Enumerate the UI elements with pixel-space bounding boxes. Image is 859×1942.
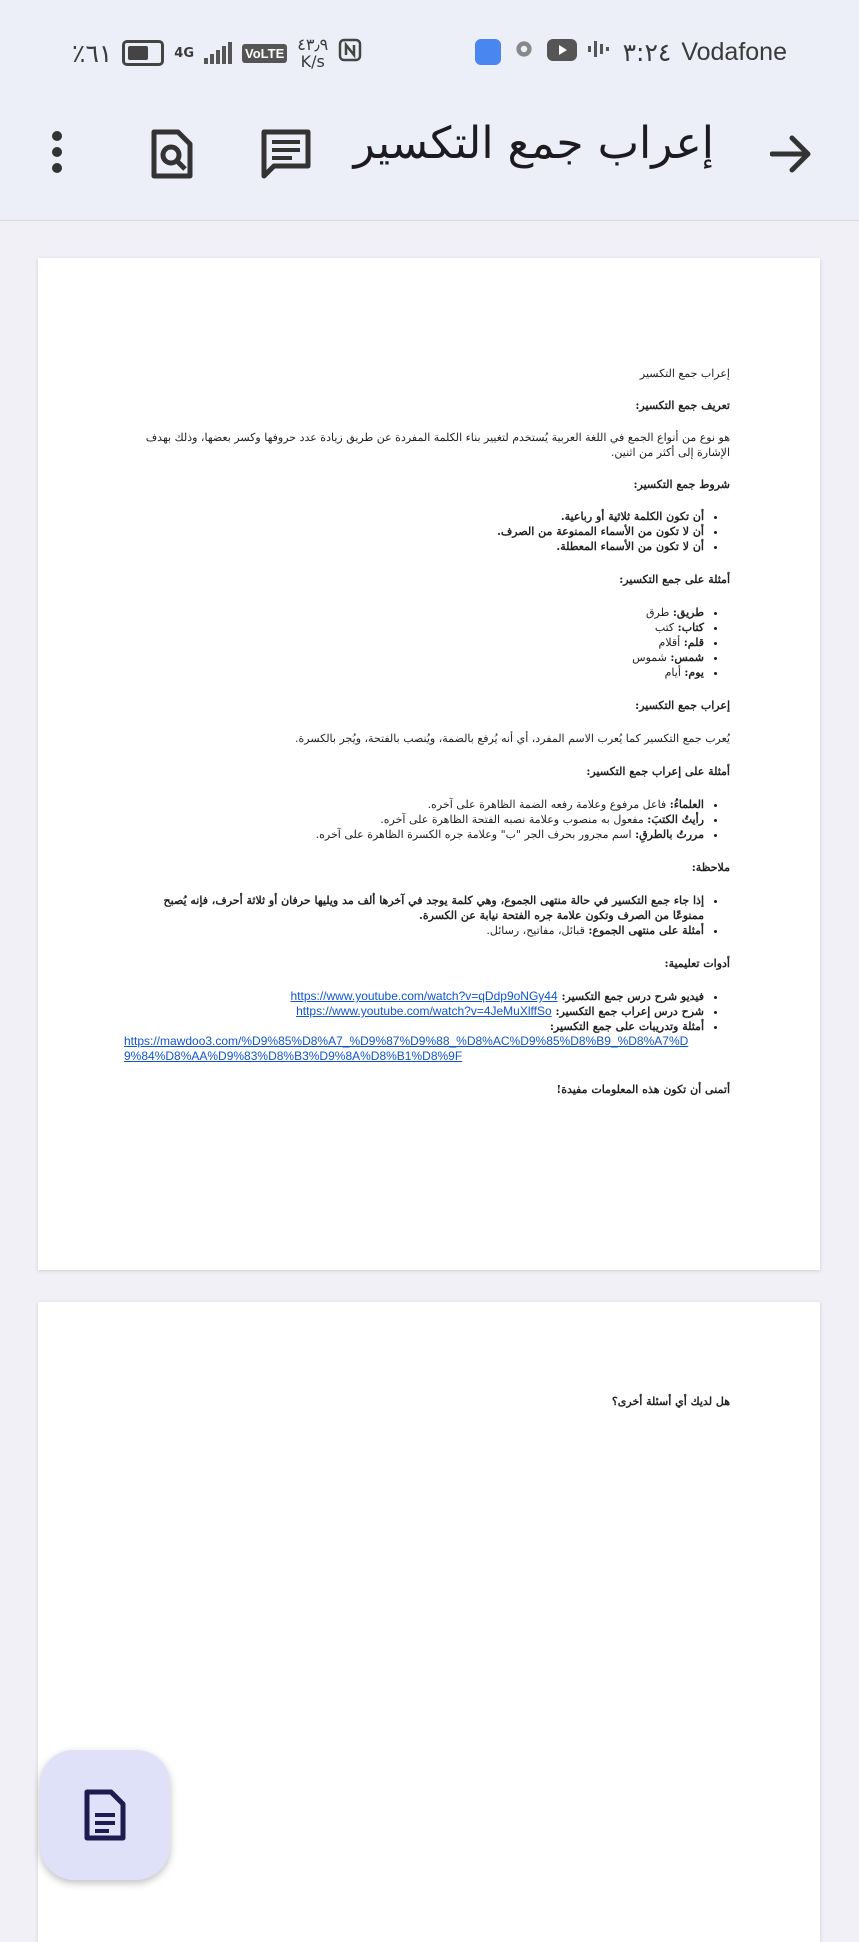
document-page-1[interactable]: [38, 258, 820, 1270]
example-text: مفعول به منصوب وعلامة نصبه الفتحة الظاهرة على آخره.: [380, 813, 648, 826]
tool-label: أمثلة وتدريبات على جمع التكسير:: [549, 1020, 704, 1033]
find-in-page-icon: [150, 128, 194, 180]
example-term: مررتُ بالطرقِ:: [635, 828, 704, 841]
list-item: • أن لا تكون من الأسماء الممنوعة من الصرف.: [140, 524, 704, 539]
list-item: [140, 797, 704, 812]
list-item: • أن تكون الكلمة ثلاثية أو رباعية.: [140, 509, 704, 524]
example-plural: كتب: [654, 621, 678, 634]
back-arrow-icon: [770, 134, 814, 174]
network-speed: [297, 36, 328, 70]
back-button[interactable]: [760, 122, 824, 186]
app-bar: [0, 100, 859, 221]
list-item: [140, 812, 704, 827]
tool-link[interactable]: https://www.youtube.com/watch?v=qDdp9oNGy44: [290, 989, 558, 1003]
volte-badge: VoLTE: [242, 44, 287, 63]
list-item: [140, 665, 704, 680]
tool-label: شرح درس إعراب جمع التكسير:: [551, 1005, 704, 1018]
find-in-page-button[interactable]: [140, 122, 204, 186]
comment-icon: [260, 128, 312, 180]
note-list: [140, 893, 730, 938]
note-text: قبائل، مفاتيح، رسائل.: [486, 924, 589, 937]
example-word: يوم:: [684, 666, 704, 679]
example-text: اسم مجرور بحرف الجر "ب" وعلامة جره الكسرة الظاهرة على آخره.: [315, 828, 636, 841]
example-plural: شموس: [632, 651, 671, 664]
doc-title: إعراب جمع التكسير: [639, 367, 730, 380]
network-type: 4G: [174, 45, 195, 61]
document-icon: [84, 1789, 126, 1841]
definition-text: هو نوع من أنواع الجمع في اللغة العربية يُستخدم لتغيير بناء الكلمة المفردة عن طريق زيادة عدد حروفها وكسر بعضها، وذلك بهدف الإشارة إلى أكثر من اثنين.: [145, 431, 730, 459]
tools-heading: أدوات تعليمية:: [664, 957, 730, 970]
parsing-heading: إعراب جمع التكسير:: [635, 699, 730, 712]
clock: ٣:٢٤: [622, 37, 672, 67]
document-content-page-2: [140, 1394, 730, 1409]
list-item: [140, 605, 704, 620]
tool-label: فيديو شرح درس جمع التكسير:: [557, 990, 704, 1003]
parsing-examples-heading: أمثلة على إعراب جمع التكسير:: [586, 765, 730, 778]
example-term: العلماءُ:: [669, 798, 704, 811]
parsing-examples-list: [140, 797, 730, 842]
list-item: [140, 650, 704, 665]
list-item: • إذا جاء جمع التكسير في حالة منتهى الجموع، وهي كلمة يوجد في آخرها ألف مد ويليها حرفان أو ثلاثة أحرف، فإنه يُصبح ممنوعًا من الصرف وتكون علامة جره الفتحة نيابة عن الكسرة.: [140, 893, 704, 923]
settings-icon: [511, 36, 537, 68]
document-content: [124, 366, 730, 1097]
list-item: [140, 827, 704, 842]
example-plural: أيام: [664, 666, 685, 679]
document-outline-button[interactable]: [40, 1750, 170, 1880]
example-word: طريق:: [672, 606, 704, 619]
list-item: [140, 1004, 704, 1019]
tool-link[interactable]: https://mawdoo3.com/%D9%85%D8%A7_%D9%87%D9%88_%D8%AC%D9%85%D8%B9_%D8%A7%D9%84%D8%AA%D9%83%D8%B3%D9%8A%D8%B1%D8%9F: [124, 1034, 689, 1063]
closing-text: أتمنى أن تكون هذه المعلومات مفيدة!: [556, 1083, 730, 1096]
example-plural: طرق: [646, 606, 673, 619]
status-left: [72, 36, 362, 70]
more-vert-icon: [50, 128, 64, 176]
example-word: شمس:: [670, 651, 704, 664]
example-text: فاعل مرفوع وعلامة رفعه الضمة الظاهرة على آخره.: [427, 798, 670, 811]
example-plural: أقلام: [658, 636, 684, 649]
page-title: إعراب جمع التكسير: [353, 118, 714, 169]
carrier: Vodafone: [681, 37, 787, 66]
list-item: [140, 923, 704, 938]
speed-unit: K/s: [300, 52, 325, 71]
followup-question: هل لديك أي أسئلة أخرى؟: [611, 1395, 730, 1408]
battery-icon: [122, 40, 164, 66]
status-right: [475, 36, 787, 68]
tool-link[interactable]: https://www.youtube.com/watch?v=4JeMuXlffSo: [296, 1004, 552, 1018]
status-bar: [0, 0, 859, 100]
note-term: أمثلة على منتهى الجموع:: [588, 924, 704, 937]
more-options-button[interactable]: [25, 120, 89, 184]
parsing-text: يُعرب جمع التكسير كما يُعرب الاسم المفرد، أي أنه يُرفع بالضمة، ويُنصب بالفتحة، ويُجر بالكسرة.: [294, 732, 730, 745]
examples-list: [140, 605, 730, 680]
definition-heading: تعريف جمع التكسير:: [635, 399, 730, 412]
list-item: [140, 635, 704, 650]
battery-percent: ٪٦١: [72, 38, 113, 68]
examples-heading: أمثلة على جمع التكسير:: [619, 573, 730, 586]
example-word: كتاب:: [677, 621, 704, 634]
youtube-icon: [547, 38, 577, 67]
app-notification-icon: [475, 39, 501, 65]
comments-button[interactable]: [254, 122, 318, 186]
example-term: رأيتُ الكتبَ:: [647, 813, 704, 826]
tools-list: [124, 989, 730, 1064]
conditions-heading: شروط جمع التكسير:: [633, 478, 730, 491]
conditions-list: [140, 509, 730, 554]
list-item: [140, 989, 704, 1004]
nfc-icon: [338, 38, 362, 68]
list-item: [124, 1019, 704, 1064]
speed-value: ٤٣٫٩: [297, 35, 329, 54]
signal-icon: [204, 42, 232, 64]
list-item: • أن لا تكون من الأسماء المعطلة.: [140, 539, 704, 554]
example-word: قلم:: [683, 636, 704, 649]
note-heading: ملاحظة:: [691, 861, 730, 874]
voice-icon: [587, 37, 613, 67]
list-item: [140, 620, 704, 635]
